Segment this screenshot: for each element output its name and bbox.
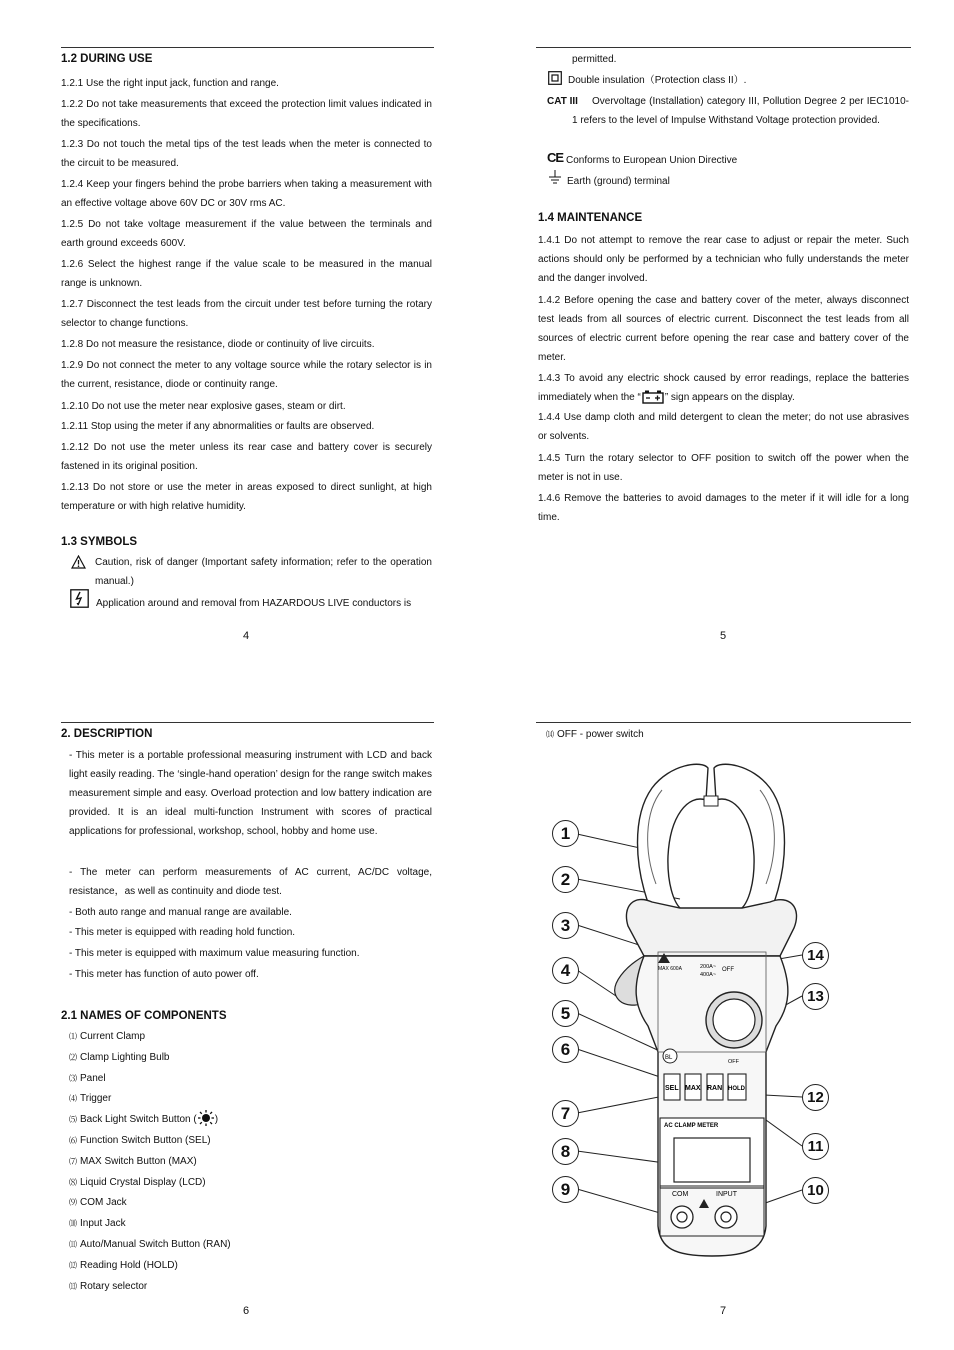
during-use-item <box>61 74 432 93</box>
callout-13: 13 <box>802 983 829 1010</box>
during-use-item-text: 1.2.11 Stop using the meter if any abnormalities or faults are observed. <box>61 421 375 432</box>
during-use-item <box>61 478 432 516</box>
component-label: Liquid Crystal Display (LCD) <box>80 1176 206 1188</box>
during-use-item-text: 1.2.3 Do not touch the metal tips of the test leads when the meter is connected to the circuit to be measured. <box>61 139 432 169</box>
ran-button-label: RAN <box>707 1085 723 1092</box>
during-use-item-text: 1.2.1 Use the right input jack, function and range. <box>61 78 279 89</box>
component-label: Back Light Switch Button ( <box>80 1114 197 1126</box>
page-number-5: 5 <box>720 630 727 642</box>
symbol-caution-text: Caution, risk of danger (Important safety information; refer to the operation manual.) <box>95 557 432 587</box>
during-use-item <box>61 95 432 133</box>
page7-top-rule <box>536 722 911 723</box>
page-number-6: 6 <box>243 1305 250 1317</box>
component-item <box>69 1048 170 1069</box>
callout-14: 14 <box>802 942 829 969</box>
component-item <box>69 1256 178 1277</box>
during-use-item <box>61 438 432 476</box>
cat-text-body: Overvoltage (Installation) category III, Pollution Degree 2 per IEC1010-1 refers to the level of Impulse Withstand Voltage protection provided. <box>572 96 909 126</box>
during-use-item <box>61 215 432 253</box>
desc-1-text: - This meter is a portable professional measuring instrument with LCD and back light easily reading. The ‘single-hand operation’ design for the range switch makes measurement simple and easy. Overload protection and low battery indication are provided. It is an ideal multi-function Instrument with scores of practical applications for professional, workshop, school, hobby and home use. <box>69 750 432 837</box>
ce-mark-icon: CE <box>547 150 564 165</box>
component-item <box>69 1089 111 1110</box>
maint-4-text: 1.4.4 Use damp cloth and mild detergent to clean the meter; do not use abrasives or solvents. <box>538 412 909 442</box>
callout-9: 9 <box>552 1176 579 1203</box>
clamp-meter-diagram <box>540 756 920 1266</box>
callout-7: 7 <box>552 1100 579 1127</box>
callout-4: 4 <box>552 957 579 984</box>
component-number: ⒀ <box>69 1281 77 1291</box>
permitted-text: permitted. <box>572 54 617 65</box>
com-label: COM <box>672 1191 689 1198</box>
callout-5: 5 <box>552 1000 579 1027</box>
callout-1: 1 <box>552 820 579 847</box>
component-number: ⑴ <box>69 1032 77 1041</box>
component-item <box>69 1173 206 1194</box>
during-use-item <box>61 255 432 293</box>
hold-button-label: HOLD <box>728 1086 745 1092</box>
page-number-7: 7 <box>720 1305 727 1317</box>
max-button-label: MAX <box>685 1085 701 1092</box>
component-item <box>69 1069 106 1090</box>
component-label: Clamp Lighting Bulb <box>80 1051 170 1063</box>
during-use-item-text: 1.2.6 Select the highest range if the value scale to be measured in the manual range is unknown. <box>61 259 432 289</box>
during-use-item <box>61 335 432 354</box>
maint-3-text-b: ” sign appears on the display. <box>664 392 795 403</box>
component-number: ⑶ <box>69 1073 77 1083</box>
during-use-item-text: 1.2.5 Do not take voltage measurement if the value between the terminals and earth ground exceeds 600V. <box>61 219 432 249</box>
desc-item-3: - Both auto range and manual range are available. <box>69 907 292 918</box>
component-number: ⑷ <box>69 1094 77 1104</box>
page4-top-rule <box>61 47 434 48</box>
component-label: Panel <box>80 1072 106 1084</box>
component-label: Function Switch Button (SEL) <box>80 1135 211 1146</box>
maint-item-1 <box>538 231 909 288</box>
page-number-4: 4 <box>243 630 250 642</box>
maint-item-5 <box>538 449 909 487</box>
component-number: ⑽ <box>69 1219 77 1229</box>
heading-during-use: 1.2 DURING USE <box>61 53 153 65</box>
component-label: COM Jack <box>80 1197 127 1209</box>
desc-item-4: - This meter is equipped with reading hold function. <box>69 927 296 938</box>
desc-2-text: - The meter can perform measurements of AC current, AC/DC voltage, resistance，as well as continuity and diode test. <box>69 867 432 897</box>
during-use-item-text: 1.2.12 Do not use the meter unless its rear case and battery cover is securely fastened in its original position. <box>61 442 432 472</box>
caution-triangle-icon <box>71 555 86 574</box>
cat-text <box>572 92 909 130</box>
component-label: Rotary selector <box>80 1280 148 1292</box>
during-use-item-text: 1.2.10 Do not use the meter near explosive gases, steam or dirt. <box>61 401 346 412</box>
heading-components: 2.1 NAMES OF COMPONENTS <box>61 1010 227 1022</box>
component-number: ⑻ <box>69 1177 77 1187</box>
component-item <box>69 1214 126 1235</box>
callout-8: 8 <box>552 1138 579 1165</box>
meter-range-2: 400A~ <box>700 972 717 978</box>
component-item <box>69 1277 147 1298</box>
during-use-item <box>61 175 432 213</box>
lcd-display <box>674 1138 750 1182</box>
component-item <box>69 1027 145 1048</box>
during-use-item-text: 1.2.2 Do not take measurements that exceed the protection limit values indicated in the specifications. <box>61 99 432 129</box>
symbol-hazard-text: Application around and removal from HAZARDOUS LIVE conductors is <box>96 598 412 609</box>
component-label: MAX Switch Button (MAX) <box>80 1155 197 1167</box>
maint-item-4 <box>538 408 909 446</box>
component-number: ⑾ <box>69 1240 77 1249</box>
maint-item-3 <box>538 369 909 411</box>
desc-item-2 <box>69 863 432 901</box>
hazard-live-icon <box>70 589 89 613</box>
component-number: ⑸ <box>69 1115 77 1125</box>
double-insulation-text: Double insulation（Protection class II）. <box>568 75 747 86</box>
maint-item-2 <box>538 291 909 367</box>
meter-warning-label: MAX 600A <box>658 966 682 972</box>
callout-3: 3 <box>552 912 579 939</box>
component-item <box>69 1131 211 1152</box>
heading-maintenance: 1.4 MAINTENANCE <box>538 212 643 224</box>
meter-body <box>636 956 788 1256</box>
ce-text: Conforms to European Union Directive <box>566 155 738 166</box>
sel-button-label: SEL <box>665 1085 679 1092</box>
component-label: Reading Hold (HOLD) <box>80 1259 178 1271</box>
callout-11: 11 <box>802 1133 829 1160</box>
off-switch-label: OFF - power switch <box>557 729 644 740</box>
component-label: Auto/Manual Switch Button (RAN) <box>80 1239 231 1250</box>
during-use-item-text: 1.2.13 Do not store or use the meter in areas exposed to direct sunlight, at high temperature or with high relative humidity. <box>61 482 432 512</box>
during-use-item-text: 1.2.8 Do not measure the resistance, diode or continuity of live circuits. <box>61 339 375 350</box>
during-use-item-text: 1.2.9 Do not connect the meter to any voltage source while the rotary selector is in the current, resistance, diode or continuity range. <box>61 360 432 390</box>
desc-item-6: - This meter has function of auto power off. <box>69 969 259 980</box>
input-label: INPUT <box>716 1191 737 1198</box>
component-number: ⑺ <box>69 1156 77 1166</box>
during-use-item <box>61 356 432 394</box>
during-use-item-text: 1.2.4 Keep your fingers behind the probe barriers when taking a measurement with an effective voltage above 60V DC or 30V rms AC. <box>61 179 432 209</box>
callout-2: 2 <box>552 866 579 893</box>
during-use-item-text: 1.2.7 Disconnect the test leads from the circuit under test before turning the rotary selector to change functions. <box>61 299 432 329</box>
during-use-item <box>61 397 432 416</box>
double-insulation-icon <box>548 71 562 90</box>
component-number: ⑹ <box>69 1136 77 1145</box>
maint-2-text: 1.4.2 Before opening the case and battery cover of the meter, always disconnect test leads from all sources of electric current. Disconnect the test leads from all sources of electric current before opening the rear case and battery cover of the meter. <box>538 295 909 363</box>
component-item <box>69 1235 231 1256</box>
component-label-close: ) <box>214 1114 219 1126</box>
during-use-item <box>61 295 432 333</box>
page6-top-rule <box>61 722 434 723</box>
maint-1-text: 1.4.1 Do not attempt to remove the rear case to adjust or repair the meter. Such actions should only be performed by a technician who fully understands the meter and the danger involved. <box>538 235 909 284</box>
component-item <box>69 1152 197 1173</box>
component-label: Current Clamp <box>80 1031 146 1042</box>
off-label-top: OFF <box>722 967 734 973</box>
component-label: Input Jack <box>80 1218 126 1230</box>
during-use-item <box>61 135 432 173</box>
component-number: ⑵ <box>69 1052 77 1062</box>
component-number: ⑼ <box>69 1198 77 1208</box>
desc-item-1 <box>69 746 432 841</box>
off-label-bottom: OFF <box>728 1059 739 1065</box>
meter-head <box>626 899 796 956</box>
component-number: ⑿ <box>69 1260 77 1270</box>
model-label: AC CLAMP METER <box>664 1123 719 1129</box>
maint-6-text: 1.4.6 Remove the batteries to avoid damages to the meter if it will idle for a long time. <box>538 493 909 523</box>
cat-label: CAT III <box>547 96 578 107</box>
callout-6: 6 <box>552 1036 579 1063</box>
off-switch-num: ⒁ <box>546 730 554 739</box>
page5-top-rule <box>536 47 911 48</box>
callout-12: 12 <box>802 1084 829 1111</box>
meter-range-1: 200A~ <box>700 964 717 970</box>
maint-item-6 <box>538 489 909 527</box>
component-item <box>69 1193 127 1214</box>
callout-10: 10 <box>802 1177 829 1204</box>
component-label: Trigger <box>80 1093 112 1105</box>
off-switch-text <box>546 725 644 744</box>
earth-ground-icon <box>548 170 562 191</box>
earth-text: Earth (ground) terminal <box>567 176 670 187</box>
maint-3-text-a: 1.4.3 To avoid any electric shock caused by error readings, replace the batteries immediately when the “ <box>538 373 909 403</box>
heading-description: 2. DESCRIPTION <box>61 728 153 740</box>
desc-item-5: - This meter is equipped with maximum value measuring function. <box>69 948 360 959</box>
heading-symbols: 1.3 SYMBOLS <box>61 536 138 548</box>
bl-button-label: BL <box>665 1055 673 1061</box>
maint-5-text: 1.4.5 Turn the rotary selector to OFF position to switch off the power when the meter is not in use. <box>538 453 909 483</box>
during-use-item <box>61 417 432 436</box>
